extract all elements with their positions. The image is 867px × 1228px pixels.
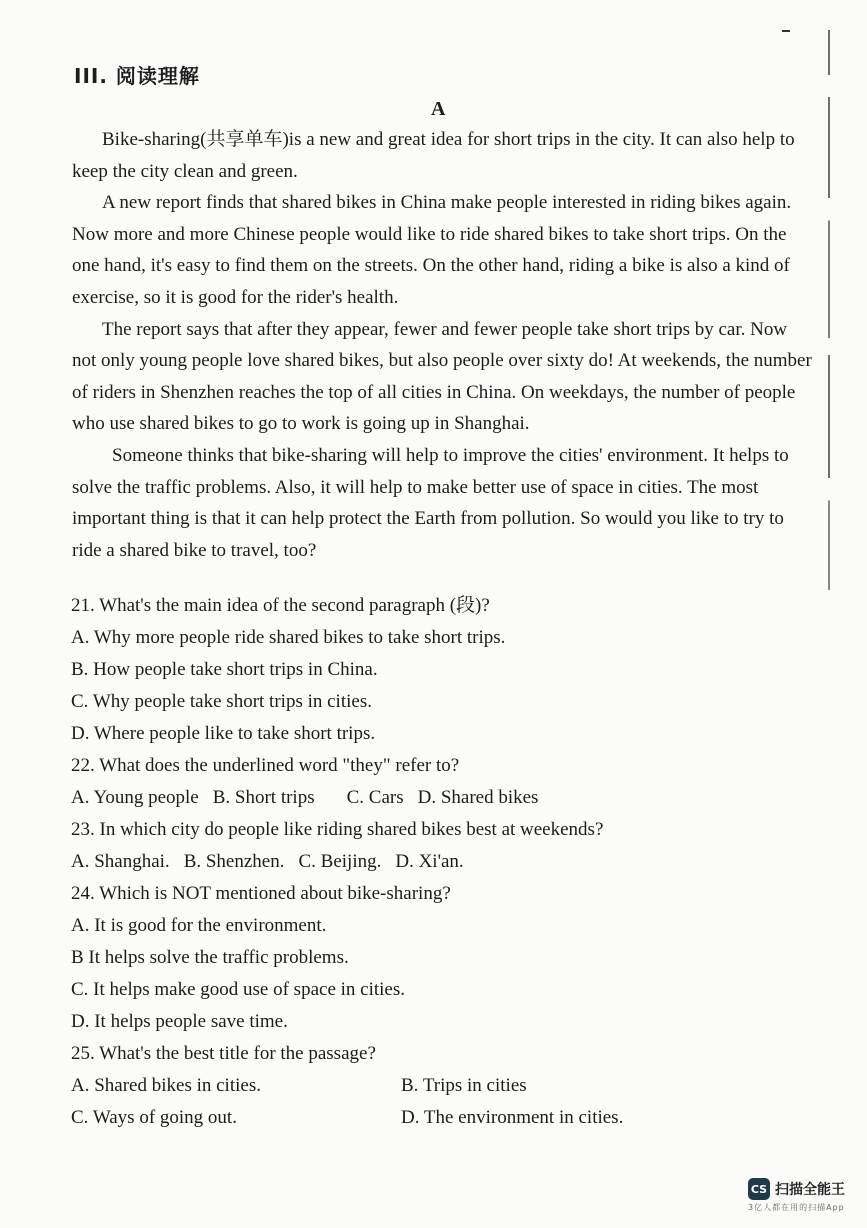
option-c: C. Cars	[346, 787, 404, 808]
question-stem: 25. What's the best title for the passage?	[71, 1043, 376, 1064]
option-c: C. It helps make good use of space in cities.	[71, 979, 406, 1000]
option-a: A. Shared bikes in cities.	[71, 1075, 261, 1096]
passage	[72, 124, 812, 566]
option-a: A. Why more people ride shared bikes to take short trips.	[71, 627, 506, 648]
question-23	[71, 814, 791, 878]
question-22	[71, 750, 791, 814]
option-grid	[71, 1070, 791, 1134]
option-c: C. Beijing.	[298, 851, 382, 872]
question-stem: 23. In which city do people like riding shared bikes best at weekends?	[71, 819, 604, 840]
question-list	[71, 590, 791, 1134]
passage-paragraph: Someone thinks that bike-sharing will help to improve the cities' environment. It helps to solve the traffic problems. Also, it will help to make better use of space in cities. The most important thing is that it can help protect the Earth from pollution. So would you like to try to ride a shared bike to travel, too?	[72, 444, 789, 561]
option-row	[71, 846, 791, 878]
question-stem: 22. What does the underlined word "they" refer to?	[71, 755, 460, 776]
option-d: D. It helps people save time.	[71, 1011, 288, 1032]
question-24	[71, 878, 791, 1038]
option-b: B It helps solve the traffic problems.	[71, 947, 349, 968]
watermark-name: 扫描全能王	[775, 1182, 845, 1198]
option-b: B. Short trips	[212, 787, 315, 808]
question-25	[71, 1038, 791, 1134]
option-d: D. The environment in cities.	[401, 1107, 624, 1128]
option-d: D. Xi'an.	[395, 851, 464, 872]
option-b: B. Trips in cities	[401, 1075, 527, 1096]
option-a: A. Young people	[71, 787, 199, 808]
passage-paragraph: A new report finds that shared bikes in China make people interested in riding bikes again. Now more and more Chinese people would like to ride shared bikes to take short trips. On the one hand, it's easy to find them on the streets. On the other hand, riding a bike is also a kind of exercise, so it is good for the rider's health.	[72, 192, 792, 308]
question-21	[71, 590, 791, 750]
option-row	[71, 782, 791, 814]
option-b: B. How people take short trips in China.	[71, 659, 378, 680]
scan-mark	[782, 30, 790, 32]
option-a: A. Shanghai.	[71, 851, 170, 872]
camscanner-logo-icon: CS	[748, 1178, 770, 1200]
option-c: C. Why people take short trips in cities.	[71, 691, 372, 712]
question-stem: 24. Which is NOT mentioned about bike-sharing?	[71, 883, 451, 904]
watermark-tagline: 3亿人都在用的扫描App	[748, 1203, 845, 1212]
option-a: A. It is good for the environment.	[71, 915, 327, 936]
question-stem: 21. What's the main idea of the second paragraph (段)?	[71, 595, 490, 616]
passage-paragraph: The report says that after they appear, fewer and fewer people take short trips by car. Now not only young people love shared bikes, but also people over sixty do! At weekends, the number of riders in Shenzhen reaches the top of all cities in China. On weekdays, the number of people who use shared bikes to go to work is going up in Shanghai.	[72, 318, 812, 435]
scanner-watermark	[748, 1178, 845, 1200]
option-b: B. Shenzhen.	[183, 851, 285, 872]
option-d: D. Where people like to take short trips.	[71, 723, 376, 744]
option-d: D. Shared bikes	[417, 787, 539, 808]
binding-edge-line	[828, 30, 830, 590]
section-title: III. 阅读理解	[74, 64, 200, 88]
passage-paragraph: Bike-sharing(共享单车)is a new and great idea for short trips in the city. It can also help to keep the city clean and green.	[72, 129, 795, 182]
option-c: C. Ways of going out.	[71, 1107, 237, 1128]
passage-letter: A	[431, 98, 446, 120]
